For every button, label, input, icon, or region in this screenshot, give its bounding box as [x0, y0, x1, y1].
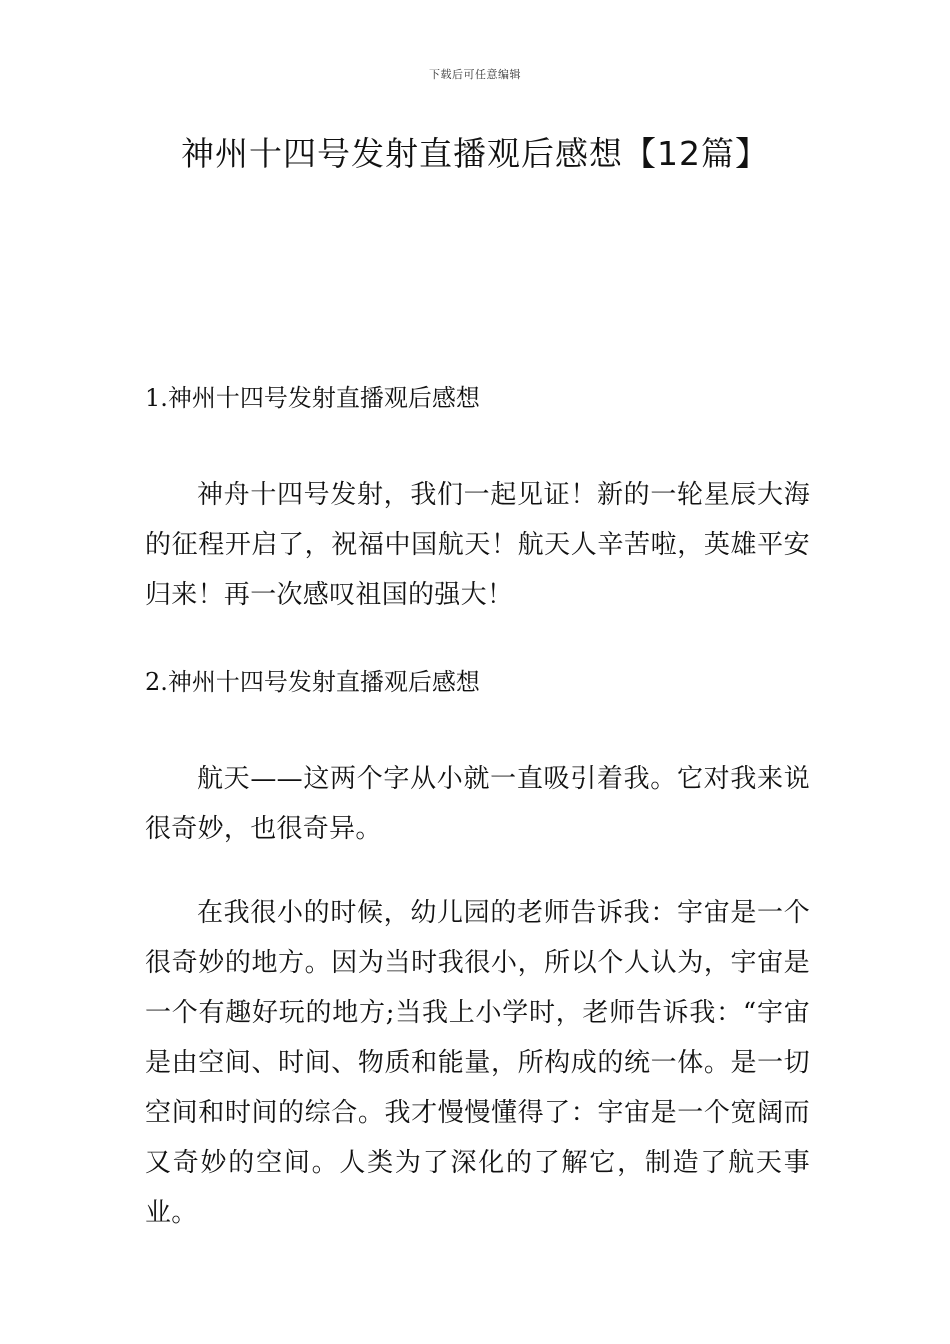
- document-title: 神州十四号发射直播观后感想【12篇】: [181, 134, 769, 173]
- header-note: 下载后可任意编辑: [429, 68, 521, 81]
- section-heading-1: 1.神州十四号发射直播观后感想: [145, 384, 480, 412]
- section-heading-2: 2.神州十四号发射直播观后感想: [145, 668, 480, 696]
- section-1-paragraph-1: 神舟十四号发射，我们一起见证！新的一轮星辰大海的征程开启了，祝福中国航天！航天人辛苦啦，英雄平安归来！再一次感叹祖国的强大！: [145, 480, 810, 610]
- section-2-paragraph-2: 在我很小的时候，幼儿园的老师告诉我：宇宙是一个很奇妙的地方。因为当时我很小，所以个人认为，宇宙是一个有趣好玩的地方;当我上小学时，老师告诉我：“宇宙是由空间、时间、物质和能量，所构成的统一体。是一切空间和时间的综合。我才慢慢懂得了：宇宙是一个宽阔而又奇妙的空间。人类为了深化的了解它，制造了航天事业。: [145, 898, 810, 1228]
- document-body: [145, 378, 810, 1238]
- section-2-paragraph-1: 航天——这两个字从小就一直吸引着我。它对我来说很奇妙，也很奇异。: [145, 764, 810, 844]
